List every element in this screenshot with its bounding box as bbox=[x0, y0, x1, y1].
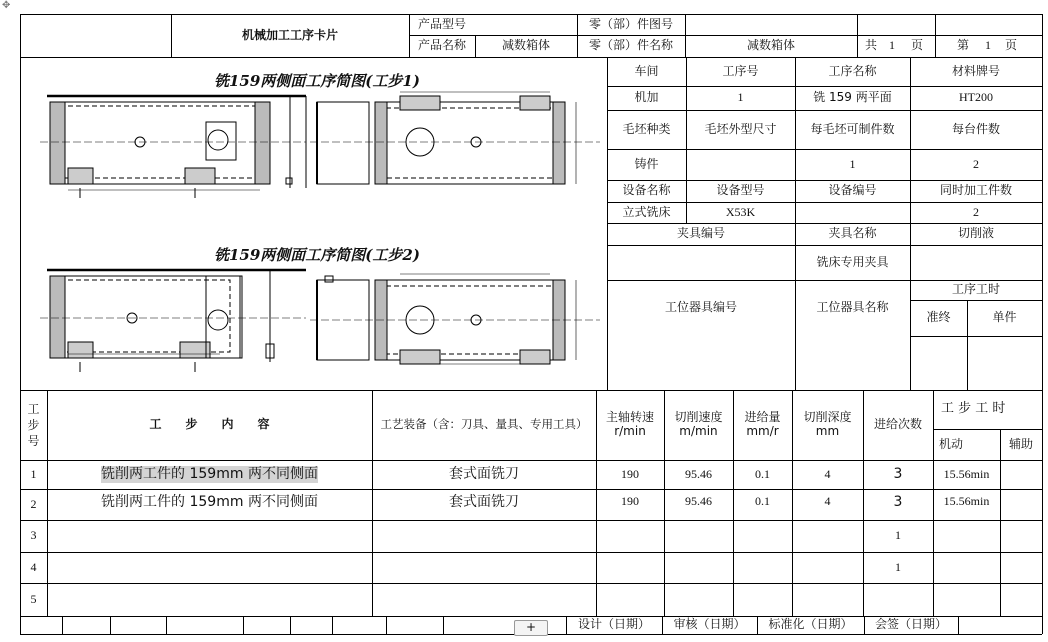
fixture-name-label: 夹具名称 bbox=[828, 226, 877, 241]
blank-type: 铸件 bbox=[634, 156, 659, 171]
step-2-feed: 0.1 bbox=[755, 494, 770, 509]
step-4-no: 4 bbox=[30, 559, 37, 574]
page-unit: 页 bbox=[910, 38, 923, 53]
step-3-passes: 1 bbox=[895, 528, 901, 543]
step-2-passes: 3 bbox=[893, 493, 903, 510]
step-1-feed: 0.1 bbox=[755, 466, 770, 481]
per-blank: 1 bbox=[849, 156, 856, 171]
step-1-content bbox=[47, 460, 372, 489]
col-feed: 进给量 mm/r bbox=[744, 410, 781, 438]
col-depth: 切削深度 mm bbox=[803, 410, 852, 438]
col-spindle: 主轴转速 r/min bbox=[605, 410, 654, 438]
footer-design: 设计（日期） bbox=[577, 617, 650, 632]
sketch-front-view-2 bbox=[310, 274, 600, 364]
unit-label: 单件 bbox=[992, 310, 1017, 325]
page-no: 1 bbox=[985, 38, 991, 53]
step-2-spindle: 190 bbox=[621, 494, 639, 509]
product-name-label: 产品名称 bbox=[417, 38, 466, 53]
equip-model-label: 设备型号 bbox=[716, 183, 765, 198]
step-1-speed: 95.46 bbox=[685, 466, 712, 481]
step-1-machine-time: 15.56min bbox=[943, 466, 990, 481]
op-no-label: 工序号 bbox=[722, 63, 759, 78]
station-tool-no-label: 工位器具编号 bbox=[664, 300, 737, 315]
card-title: 机械加工工序卡片 bbox=[241, 27, 338, 42]
step-1-content-text[interactable]: 铣削两工件的 159mm 两不同侧面 bbox=[101, 466, 318, 483]
page-label: 第 bbox=[956, 38, 969, 53]
footer-countersign: 会签（日期） bbox=[874, 617, 947, 632]
step-1-tool: 套式面铣刀 bbox=[449, 466, 519, 483]
part-drawing-no-label: 零（部）件图号 bbox=[588, 16, 673, 31]
material-label: 材料牌号 bbox=[951, 63, 1000, 78]
blank-type-label: 毛坯种类 bbox=[622, 121, 671, 136]
coolant-label: 切削液 bbox=[957, 226, 994, 241]
step-2-depth: 4 bbox=[824, 494, 831, 509]
step-1-depth: 4 bbox=[824, 466, 831, 481]
per-unit-label: 每台件数 bbox=[951, 121, 1000, 136]
page-unit-2: 页 bbox=[1004, 38, 1017, 53]
op-name: 铣 159 两平面 bbox=[813, 90, 892, 105]
equip-model: X53K bbox=[725, 204, 756, 219]
workshop-label: 车间 bbox=[634, 63, 659, 78]
workshop: 机加 bbox=[634, 90, 659, 105]
fixture-no-label: 夹具编号 bbox=[676, 226, 725, 241]
prep-label: 准终 bbox=[926, 310, 951, 325]
col-equipment: 工艺装备（含：刀具、量具、专用工具） bbox=[380, 417, 588, 432]
sketch-side-view-1 bbox=[40, 96, 306, 198]
col-machine-time: 机动 bbox=[939, 436, 964, 451]
part-name-label: 零（部）件名称 bbox=[588, 38, 673, 53]
move-handle-icon[interactable]: ✥ bbox=[2, 0, 11, 11]
sketch-title-step2: 铣159两侧面工序简图(工步2) bbox=[214, 246, 420, 264]
sketch-side-view-2 bbox=[40, 270, 306, 372]
per-blank-label: 每毛坯可制件数 bbox=[810, 121, 895, 136]
add-tab-button[interactable]: + bbox=[514, 620, 548, 636]
simul: 2 bbox=[973, 204, 979, 219]
step-2-tool: 套式面铣刀 bbox=[449, 493, 519, 510]
equip-no-label: 设备编号 bbox=[828, 183, 877, 198]
sketch-front-view-1 bbox=[310, 92, 600, 184]
step-2-content: 铣削两工件的 159mm 两不同侧面 bbox=[101, 493, 318, 510]
per-unit: 2 bbox=[973, 156, 979, 171]
op-name-label: 工序名称 bbox=[828, 63, 877, 78]
fixture-name: 铣床专用夹具 bbox=[816, 254, 889, 269]
process-sketch-drawing bbox=[20, 58, 610, 388]
blank-size-label: 毛坯外型尺寸 bbox=[704, 121, 777, 136]
step-2-speed: 95.46 bbox=[685, 494, 712, 509]
footer-review: 审核（日期） bbox=[673, 617, 746, 632]
step-4-passes: 1 bbox=[895, 559, 901, 574]
step-5-no: 5 bbox=[30, 591, 37, 606]
product-model-label: 产品型号 bbox=[417, 16, 466, 31]
op-no: 1 bbox=[737, 90, 744, 105]
step-2-no: 2 bbox=[30, 496, 37, 511]
total-label: 共 bbox=[864, 38, 877, 53]
equip-name-label: 设备名称 bbox=[622, 183, 671, 198]
col-step-time: 工 步 工 时 bbox=[941, 401, 1006, 417]
step-1-passes: 3 bbox=[893, 466, 903, 483]
footer-standard: 标准化（日期） bbox=[768, 617, 853, 632]
step-2-machine-time: 15.56min bbox=[943, 494, 990, 509]
step-1-spindle: 190 bbox=[621, 466, 639, 481]
op-time-label: 工序工时 bbox=[951, 282, 1000, 297]
step-3-no: 3 bbox=[30, 528, 37, 543]
col-cut-speed: 切削速度 m/min bbox=[674, 410, 723, 438]
col-step-content: 工 步 内 容 bbox=[149, 417, 270, 432]
part-name: 减数箱体 bbox=[746, 38, 795, 53]
sketch-title-step1: 铣159两侧面工序简图(工步1) bbox=[214, 72, 420, 90]
col-passes: 进给次数 bbox=[873, 417, 922, 432]
step-1-no: 1 bbox=[30, 466, 37, 481]
col-aux-time: 辅助 bbox=[1008, 436, 1033, 451]
station-tool-name-label: 工位器具名称 bbox=[816, 300, 889, 315]
simul-label: 同时加工件数 bbox=[939, 183, 1012, 198]
equip-name: 立式铣床 bbox=[622, 204, 671, 219]
product-name: 减数箱体 bbox=[501, 38, 550, 53]
col-step-no: 工 步 号 bbox=[27, 401, 40, 449]
material: HT200 bbox=[959, 90, 993, 105]
total-pages: 1 bbox=[889, 38, 895, 53]
